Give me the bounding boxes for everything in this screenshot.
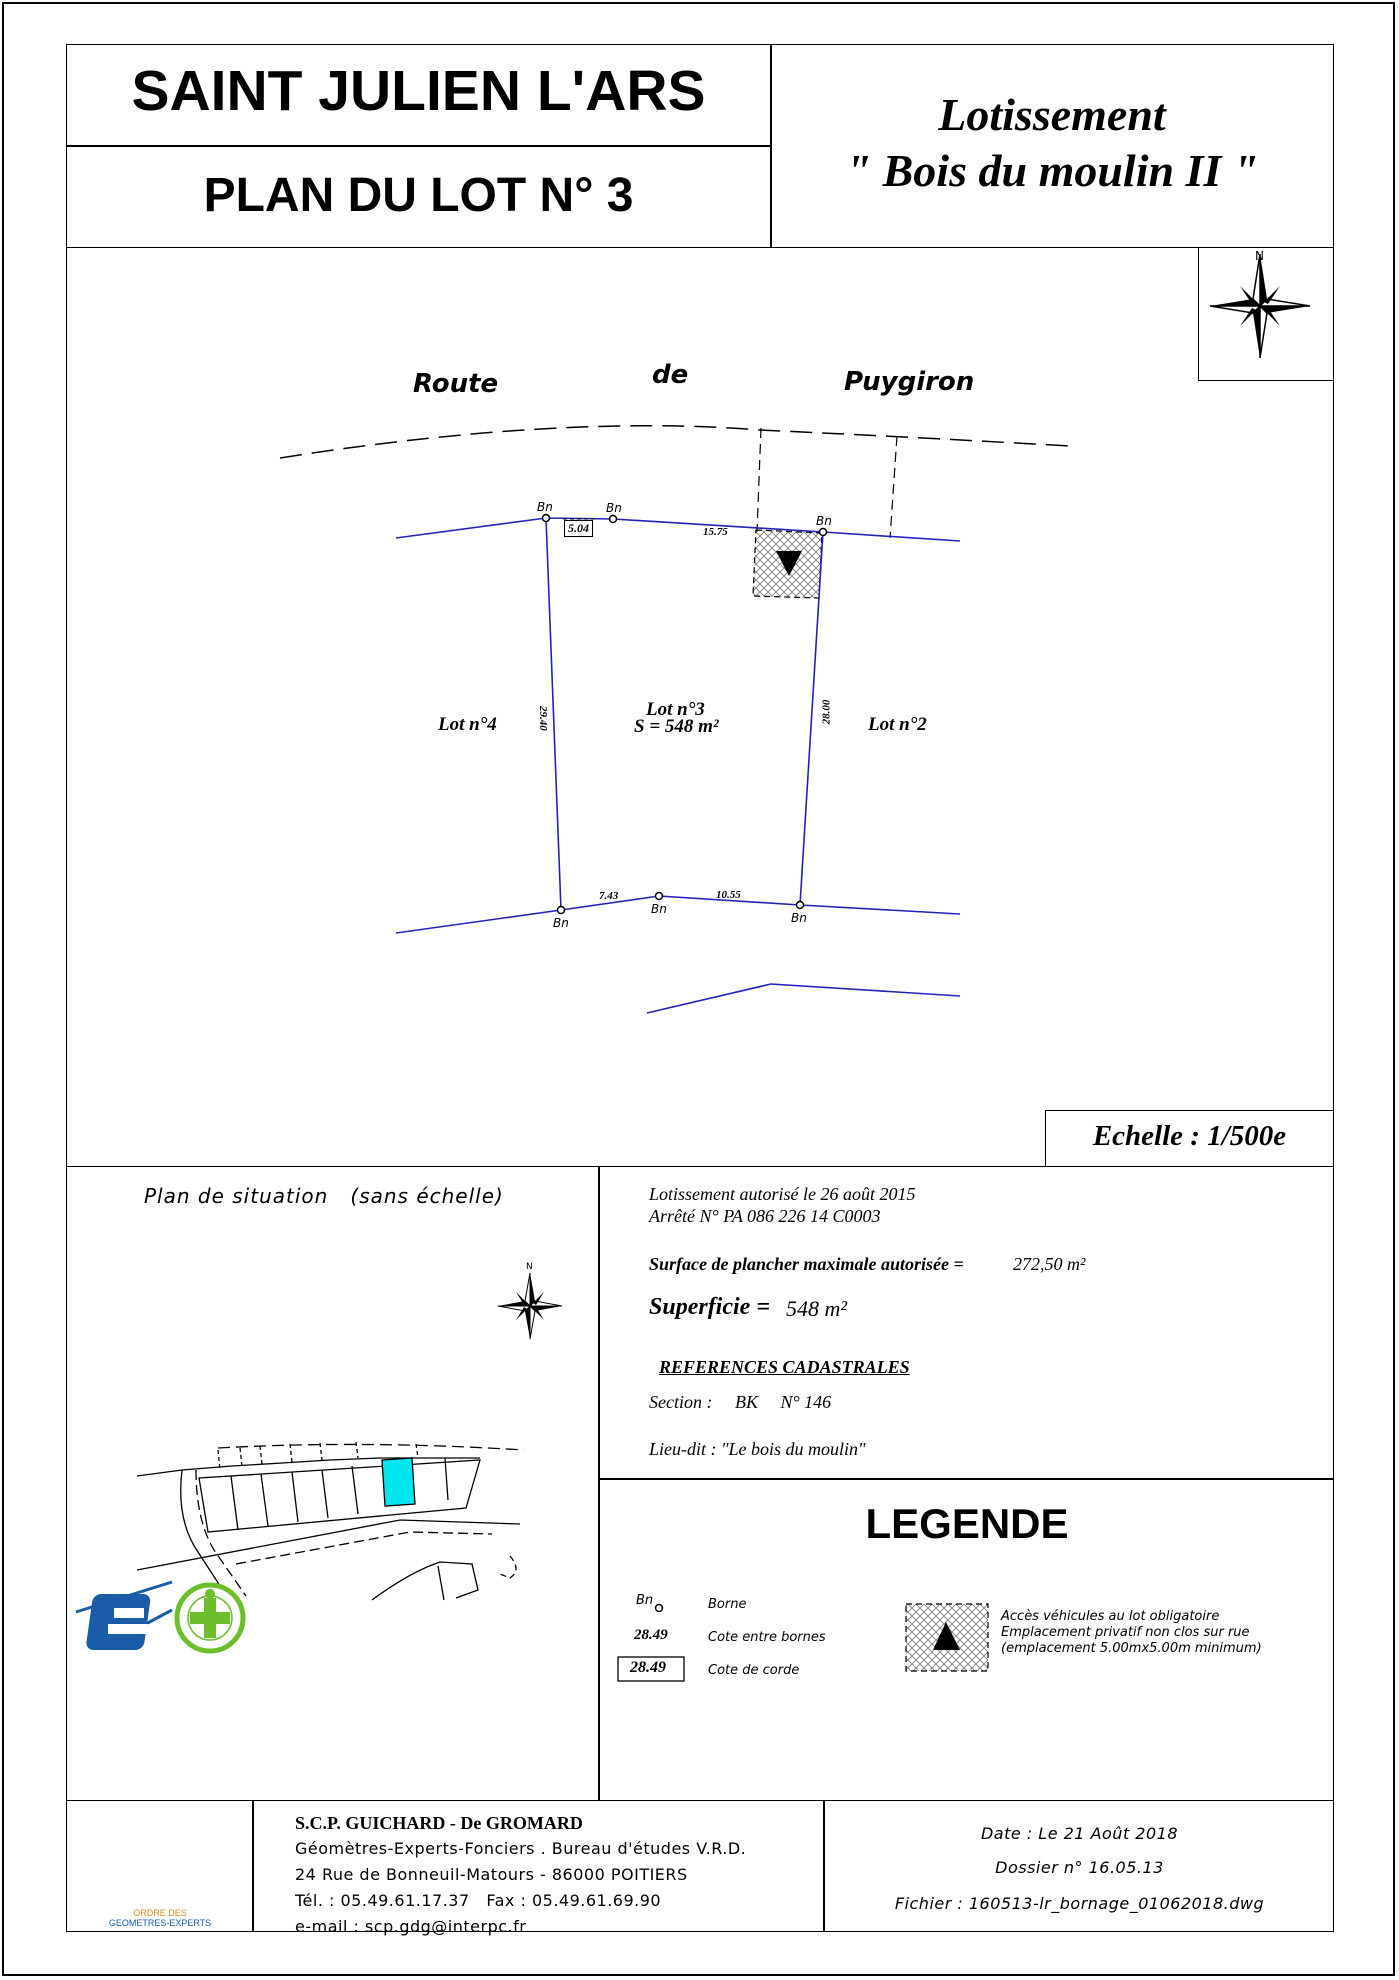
compass-n-label: N: [1255, 249, 1264, 263]
dim-bottom-right: 10.55: [716, 889, 741, 901]
lot4-label: Lot n°4: [438, 714, 497, 735]
footer-fichier: Fichier : 160513-lr_bornage_01062018.dwg: [894, 1894, 1265, 1913]
borne-label: Bn: [553, 916, 569, 930]
lower-divider-h: [598, 1478, 1334, 1480]
borne-label: Bn: [791, 911, 807, 925]
logo-text-2: GEOMETRES-EXPERTS: [108, 1918, 212, 1928]
footer-dossier: Dossier n° 16.05.13: [995, 1858, 1164, 1877]
borne-label: Bn: [537, 500, 553, 514]
legend-cote-corde: Cote de corde: [708, 1663, 800, 1678]
company-name: S.C.P. GUICHARD - De GROMARD: [295, 1813, 583, 1833]
lieu-dit-text: Lieu-dit : "Le bois du moulin": [649, 1439, 866, 1459]
lot3-label: Lot n°3: [646, 699, 705, 720]
section-text: Section : BK N° 146: [649, 1392, 832, 1412]
borne-label: Bn: [651, 902, 667, 916]
legend-cote-entre: Cote entre bornes: [708, 1630, 826, 1645]
dim-top: 15.75: [703, 526, 728, 538]
dim-left: 29.40: [537, 706, 549, 731]
legend-acces-1: Accès véhicules au lot obligatoire: [1001, 1609, 1220, 1624]
scale-label: Echelle : 1/500e: [1092, 1120, 1287, 1152]
plan-title: PLAN DU LOT N° 3: [203, 169, 634, 222]
commune-title: SAINT JULIEN L'ARS: [131, 59, 706, 123]
lotissement-label: Lotissement: [938, 89, 1166, 140]
superficie-value: 548 m²: [786, 1296, 847, 1321]
legende-title: LEGENDE: [865, 1500, 1069, 1547]
footer-date: Date : Le 21 Août 2018: [980, 1824, 1179, 1843]
autorisation-text: Lotissement autorisé le 26 août 2015: [649, 1184, 916, 1204]
ref-cadastrales-title: REFERENCES CADASTRALES: [659, 1357, 910, 1377]
dim-right: 28.00: [820, 699, 833, 725]
footer-divider-1: [252, 1800, 254, 1932]
legend-borne: Borne: [708, 1597, 747, 1612]
dim-bottom-left: 7.43: [599, 890, 619, 902]
situation-compass-n-label: N: [526, 1262, 533, 1272]
borne-label: Bn: [816, 514, 832, 528]
arrete-text: Arrêté N° PA 086 226 14 C0003: [649, 1206, 881, 1226]
lotissement-name: " Bois du moulin II ": [845, 145, 1259, 196]
company-email: e-mail : scp.gdg@interpc.fr: [295, 1917, 527, 1936]
lot2-label: Lot n°2: [868, 714, 927, 735]
plancher-value: 272,50 m²: [1013, 1254, 1086, 1274]
legend-acces-2: Emplacement privatif non clos sur rue: [1001, 1625, 1250, 1640]
company-line-3: Tél. : 05.49.61.17.37 Fax : 05.49.61.69.90: [295, 1891, 662, 1910]
legend-bn-symbol: Bn: [636, 1593, 654, 1608]
logo-text-1: ORDRE DES: [133, 1908, 187, 1918]
superficie-label: Superficie =: [649, 1294, 770, 1320]
north-arrow-icon: [1210, 254, 1310, 358]
borne-label: Bn: [606, 501, 622, 515]
legend-cote-corde-sample: 28.49: [630, 1659, 666, 1676]
road-word-3: Puygiron: [844, 367, 975, 397]
lower-divider-v: [598, 1166, 600, 1801]
situation-title: Plan de situation (sans échelle): [144, 1184, 504, 1208]
legend-acces-3: (emplacement 5.00mx5.00m minimum): [1001, 1641, 1262, 1656]
dim-top-box: 5.04: [564, 520, 593, 537]
plancher-label: Surface de plancher maximale autorisée =: [649, 1254, 964, 1274]
company-line-1: Géomètres-Experts-Fonciers . Bureau d'études V.R.D.: [295, 1839, 747, 1858]
road-word-1: Route: [413, 369, 499, 399]
lot3-area: S = 548 m²: [634, 716, 719, 737]
company-line-2: 24 Rue de Bonneuil-Matours - 86000 POITIERS: [295, 1865, 688, 1884]
road-word-2: de: [652, 360, 689, 390]
legend-cote-sample: 28.49: [634, 1627, 668, 1643]
